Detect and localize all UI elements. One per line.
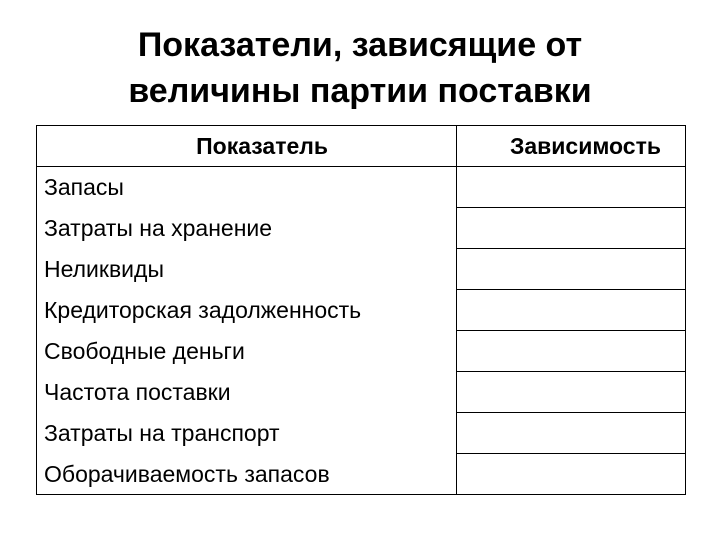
dependency-cell	[457, 167, 686, 208]
table-row	[37, 372, 686, 413]
dependency-cell	[457, 454, 686, 495]
indicator-cell: Затраты на транспорт	[37, 413, 457, 454]
indicator-cell: Неликвиды	[37, 249, 457, 290]
table-row	[37, 167, 686, 208]
indicator-cell: Кредиторская задолженность	[37, 290, 457, 331]
dependency-cell	[457, 372, 686, 413]
indicator-cell: Оборачиваемость запасов	[37, 454, 457, 495]
dependency-cell	[457, 249, 686, 290]
table-row	[37, 249, 686, 290]
dependency-cell	[457, 413, 686, 454]
title-line-1: Показатели, зависящие от	[137, 26, 583, 64]
table-row	[37, 413, 686, 454]
indicators-table	[36, 125, 686, 495]
header-dependency: Зависимость	[457, 126, 686, 167]
dependency-cell	[457, 290, 686, 331]
indicator-cell: Частота поставки	[37, 372, 457, 413]
indicator-cell: Запасы	[37, 167, 457, 208]
page-title	[0, 22, 720, 114]
table-row	[37, 290, 686, 331]
dependency-cell	[457, 331, 686, 372]
dependency-cell	[457, 208, 686, 249]
table-row	[37, 208, 686, 249]
header-indicator: Показатель	[37, 126, 457, 167]
title-line-2: величины партии поставки	[128, 72, 592, 110]
indicator-cell: Свободные деньги	[37, 331, 457, 372]
table-row	[37, 331, 686, 372]
indicator-cell: Затраты на хранение	[37, 208, 457, 249]
table-header-row	[37, 126, 686, 167]
table-row	[37, 454, 686, 495]
